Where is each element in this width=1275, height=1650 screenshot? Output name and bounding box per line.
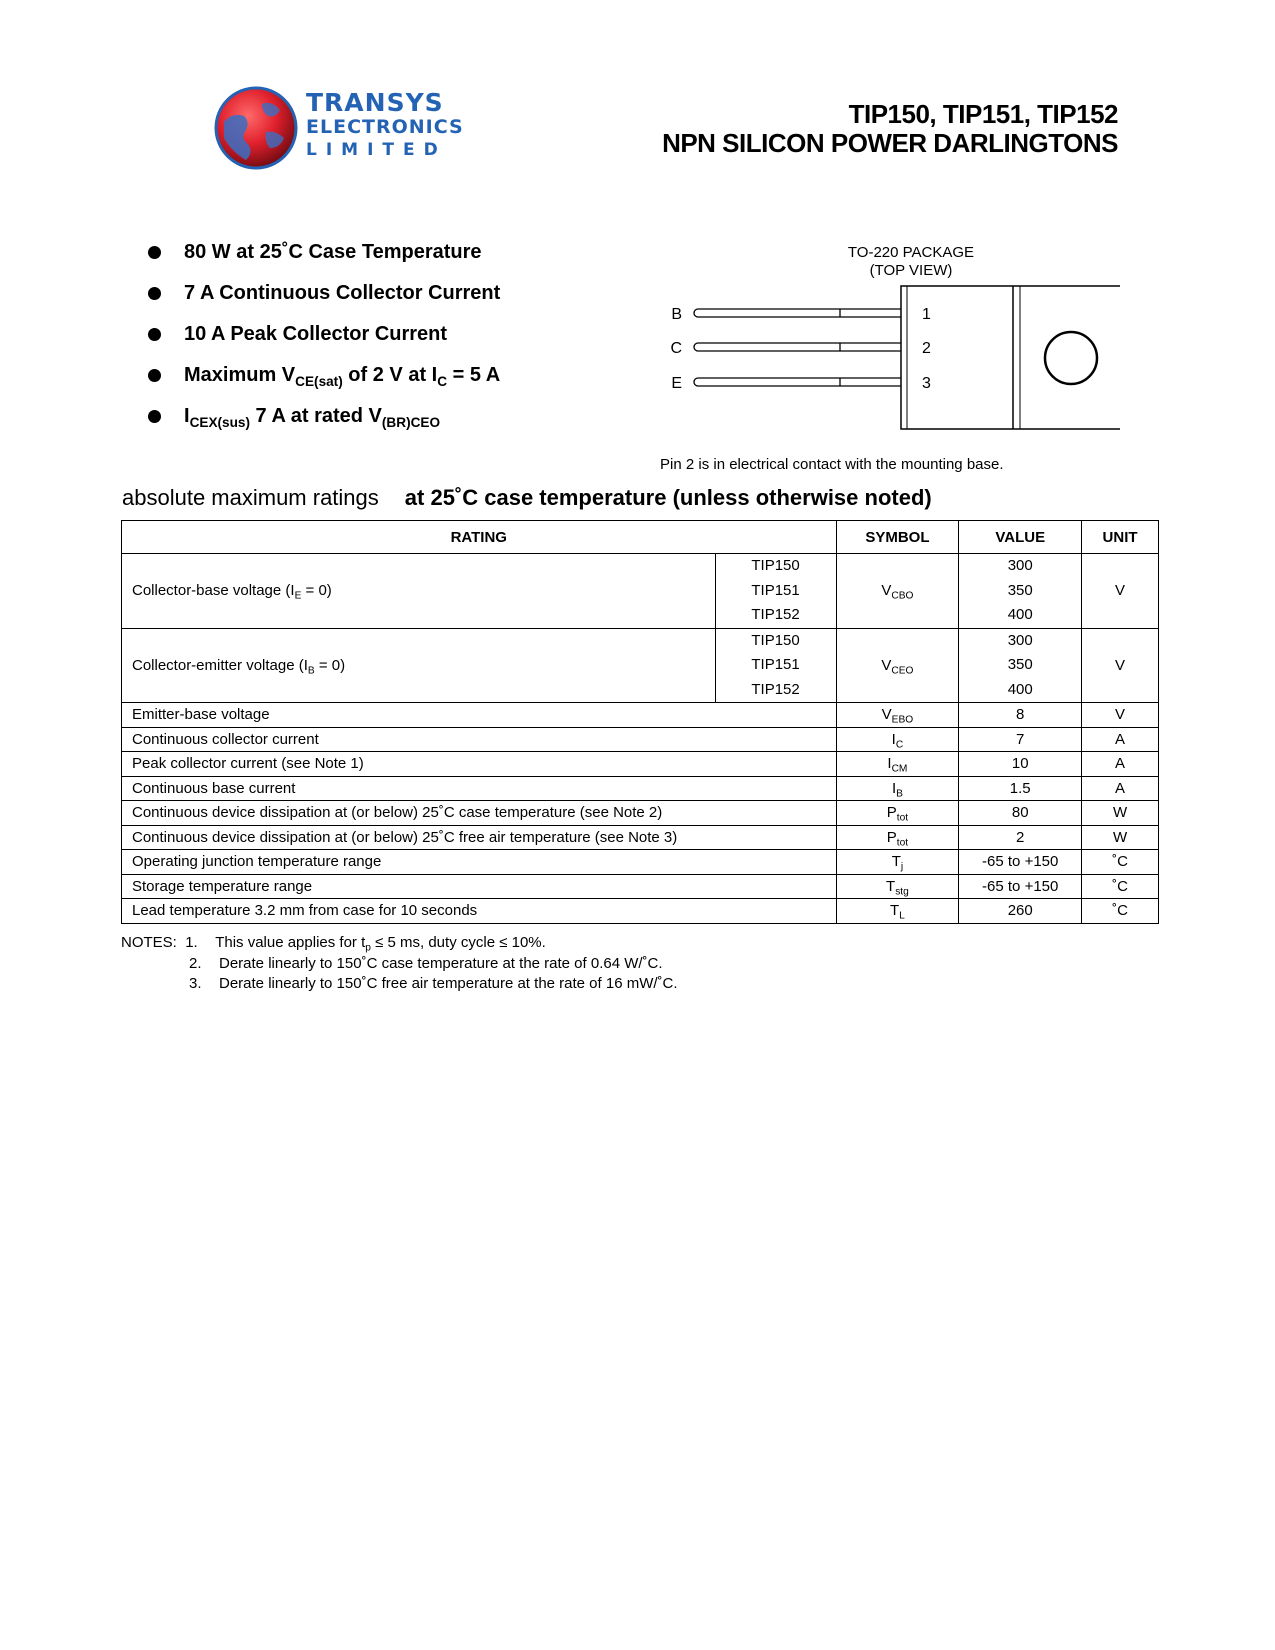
globe-logo-icon [210,82,302,174]
unit-cell: W [1082,825,1159,850]
feature-list [148,240,500,445]
header-rating: RATING [122,521,837,554]
value-cell: 80 [959,801,1082,826]
value-cell: 10 [959,752,1082,777]
section-heading [122,485,932,511]
unit-cell: ˚C [1082,899,1159,924]
bullet-icon [148,328,161,341]
header-symbol: SYMBOL [836,521,959,554]
notes-label: NOTES: [121,934,177,951]
unit-cell: A [1082,727,1159,752]
value-cell: 260 [959,899,1082,924]
rating-cell: Collector-emitter voltage $(I_B = 0)$ [122,628,716,703]
rating-cell: Continuous base current [122,776,837,801]
table-row [122,850,1159,875]
feature-item: Maximum $V_{CE(sat)}$ of 2 V at $I_C = 5$ A [148,363,500,404]
symbol-cell: $I_C$ [836,727,959,752]
table-row [122,776,1159,801]
value-cell: -65 to +150 [959,850,1082,875]
feature-item: 80 W at 25˚C Case Temperature [148,240,500,281]
unit-cell: W [1082,801,1159,826]
symbol-cell: $T_j$ [836,850,959,875]
unit-cell: V [1082,554,1159,629]
rating-cell: Continuous collector current [122,727,837,752]
table-row [122,874,1159,899]
table-row [122,801,1159,826]
logo-line3: LIMITED [306,140,447,160]
unit-cell: V [1082,703,1159,728]
package-title: TO-220 PACKAGE (TOP VIEW) [847,244,975,279]
table-row [122,554,1159,629]
bullet-icon [148,287,161,300]
value-cell: 1.5 [959,776,1082,801]
section-condition: at 25˚C case temperature (unless otherwise noted) [404,485,932,510]
ratings-table [121,520,1159,924]
table-row [122,727,1159,752]
document-subtitle: NPN SILICON POWER DARLINGTONS [662,128,1118,158]
value-cell: -65 to +150 [959,874,1082,899]
value-cell: 7 [959,727,1082,752]
symbol-cell: $I_B$ [836,776,959,801]
rating-cell: Lead temperature 3.2 mm from case for 10 seconds [122,899,837,924]
table-row [122,825,1159,850]
rating-cell: Continuous device dissipation at (or below) 25˚C free air temperature (see Note 3) [122,825,837,850]
device-cell: TIP150 TIP151 TIP152 [715,628,836,703]
table-row [122,703,1159,728]
logo-line1: TRANSYS [306,88,444,117]
symbol-cell: $V_{CEO}$ [836,628,959,703]
note-item: NOTES: 1. This value applies for $t_p \le 5$ ms, duty cycle ≤ 10%. [121,934,546,954]
value-cell: 300 350 400 [959,554,1082,629]
value-cell: 2 [959,825,1082,850]
package-note: Pin 2 is in electrical contact with the mounting base. [660,456,1004,473]
symbol-cell: $P_{tot}$ [836,825,959,850]
note-item: 3. Derate linearly to 150˚C free air temperature at the rate of 16 mW/˚C. [189,975,678,992]
unit-cell: A [1082,752,1159,777]
symbol-cell: $T_{stg}$ [836,874,959,899]
pin-letter-e: E [671,375,682,392]
unit-cell: ˚C [1082,874,1159,899]
unit-cell: ˚C [1082,850,1159,875]
rating-cell: Collector-base voltage $(I_E = 0)$ [122,554,716,629]
header-unit: UNIT [1082,521,1159,554]
bullet-icon [148,246,161,259]
mounting-hole [1045,332,1097,384]
pin-number-3: 3 [922,375,931,392]
symbol-cell: $V_{CBO}$ [836,554,959,629]
symbol-cell: $T_L$ [836,899,959,924]
to220-package-diagram [660,285,1120,433]
header-value: VALUE [959,521,1082,554]
table-row [122,752,1159,777]
logo-line2: ELECTRONICS [306,116,464,138]
device-cell: TIP150 TIP151 TIP152 [715,554,836,629]
section-label: absolute maximum ratings [122,485,379,510]
pin-letter-b: B [671,306,682,323]
pin-letter-c: C [670,340,682,357]
package-body [901,286,1120,429]
value-cell: 8 [959,703,1082,728]
bullet-icon [148,410,161,423]
unit-cell: A [1082,776,1159,801]
value-cell: 300 350 400 [959,628,1082,703]
bullet-icon [148,369,161,382]
unit-cell: V [1082,628,1159,703]
rating-cell: Continuous device dissipation at (or below) 25˚C case temperature (see Note 2) [122,801,837,826]
feature-item: 7 A Continuous Collector Current [148,281,500,322]
rating-cell: Peak collector current (see Note 1) [122,752,837,777]
rating-cell: Operating junction temperature range [122,850,837,875]
part-numbers: TIP150, TIP151, TIP152 [848,99,1118,129]
pin-number-2: 2 [922,340,931,357]
feature-item: $I_{CEX(sus)}$ 7 A at rated $V_{(BR)CEO}$ [148,404,500,445]
notes-section [121,933,678,995]
pin-number-1: 1 [922,306,931,323]
rating-cell: Emitter-base voltage [122,703,837,728]
symbol-cell: $V_{EBO}$ [836,703,959,728]
rating-cell: Storage temperature range [122,874,837,899]
company-logo [210,82,464,174]
note-item: 2. Derate linearly to 150˚C case temperature at the rate of 0.64 W/˚C. [189,954,663,972]
symbol-cell: $I_{CM}$ [836,752,959,777]
table-row [122,628,1159,703]
symbol-cell: $P_{tot}$ [836,801,959,826]
feature-item: 10 A Peak Collector Current [148,322,500,363]
table-header-row [122,521,1159,554]
table-row [122,899,1159,924]
document-header [662,100,1118,158]
